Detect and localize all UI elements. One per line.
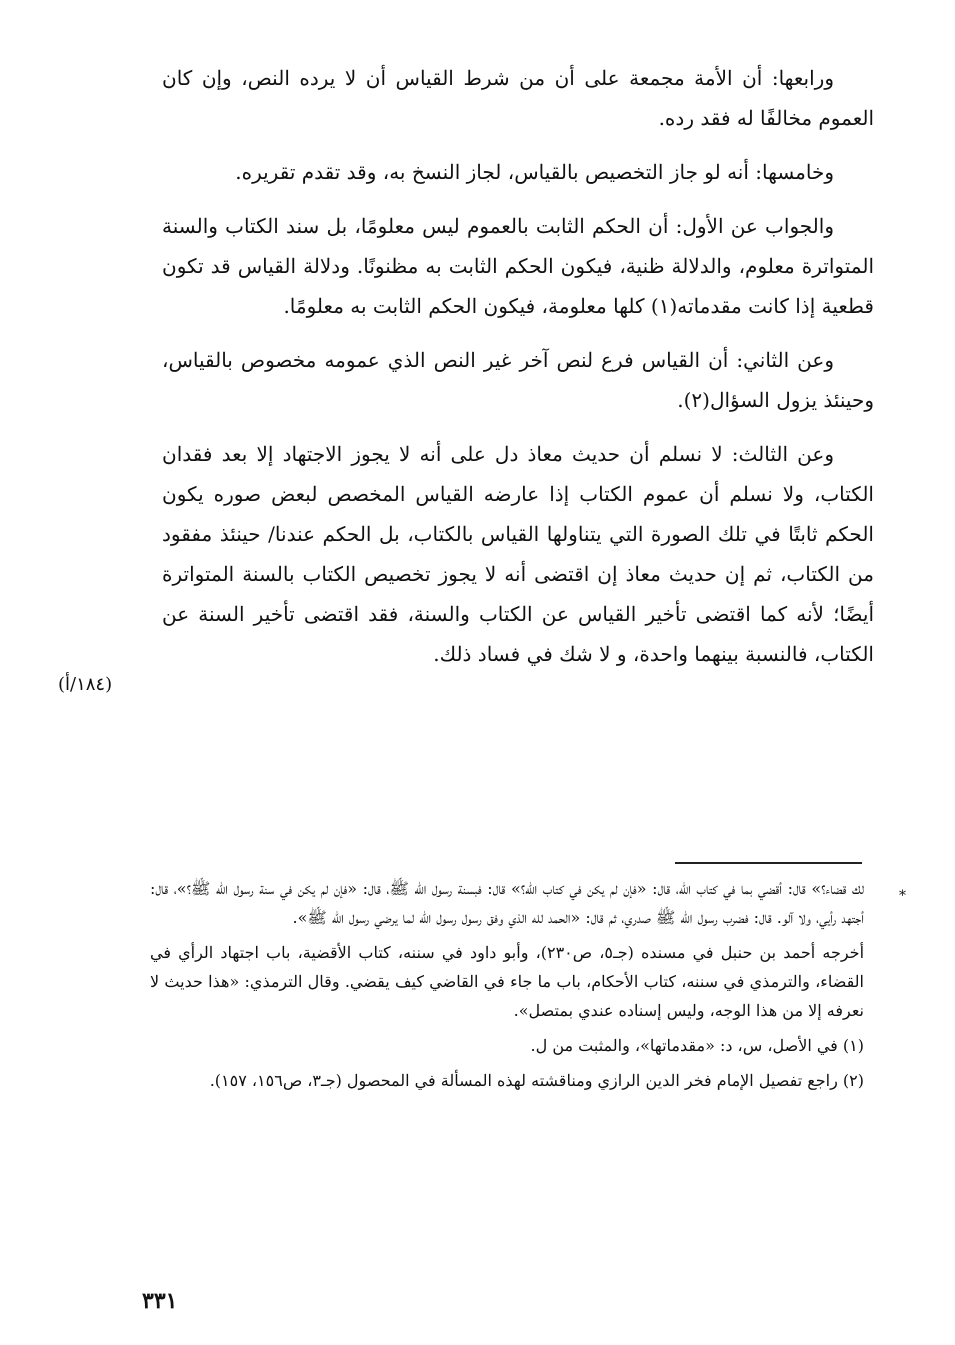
manuscript-folio-note: (١٨٤/أ) <box>58 674 113 695</box>
paragraph-answer-first: والجواب عن الأول: أن الحكم الثابت بالعموم ليس معلومًا، بل سند الكتاب والسنة المتواترة معلوم، والدلالة ظنية، فيكون الحكم الثابت به مظنونًا. ودلالة القياس قد تكون قطعية إذا كانت مقدماته(١) كلها معلومة، فيكون الحكم الثابت به معلومًا. <box>162 214 874 318</box>
paragraph-answer-second: وعن الثاني: أن القياس فرع لنص آخر غير النص الذي عمومه مخصوص بالقياس، وحينئذ يزول السؤال(٢). <box>162 348 874 412</box>
paragraph-fourth-argument: ورابعها: أن الأمة مجمعة على أن من شرط القياس أن لا يرده النص، وإن كان العموم مخالفًا له فقد رده. <box>162 66 874 130</box>
footnotes <box>150 874 864 1101</box>
footnote-2: (٢) راجع تفصيل الإمام فخر الدين الرازي ومناقشته لهذه المسألة في المحصول (جـ٣، ص١٥٦، ١٥٧). <box>209 1071 864 1090</box>
footnote-continuation: لك قضاء؟» قال: أقضي بما في كتاب الله، قال: «فإن لم يكن في كتاب الله؟» قال: فبسنة رسول الله ﷺ، قال: «فإن لم يكن في سنة رسول الله ﷺ؟»، قال: أجتهد رأيي، ولا آلو. قال: فضرب رسول الله ﷺ صدري، ثم قال: «الحمد لله الذي وفق رسول رسول الله لما يرضي رسول الله ﷺ». <box>150 879 864 927</box>
page-number: ٣٣١ <box>142 1288 178 1314</box>
main-text <box>162 58 874 684</box>
paragraph-fifth-argument: وخامسها: أنه لو جاز التخصيص بالقياس، لجاز النسخ به، وقد تقدم تقريره. <box>235 160 834 184</box>
paragraph-answer-third: وعن الثالث: لا نسلم أن حديث معاذ دل على أنه لا يجوز الاجتهاد إلا بعد فقدان الكتاب، ولا نسلم أن عموم الكتاب إذا عارضه القياس المخصص لبعض صوره يكون الحكم ثابتًا في تلك الصورة التي يتناولها القياس بالكتاب، بل الحكم عندنا/ حينئذ مفقود من الكتاب، ثم إن حديث معاذ إن اقتضى أنه لا يجوز تخصيص الكتاب بالسنة المتواترة أيضًا؛ لأنه كما اقتضى تأخير القياس عن الكتاب والسنة، فقد اقتضى تأخير السنة عن الكتاب، فالنسبة بينهما واحدة، و لا شك في فساد ذلك. <box>162 442 874 666</box>
footnote-divider <box>675 862 862 864</box>
footnote-1: (١) في الأصل، س، د: «مقدماتها»، والمثبت من ل. <box>530 1036 864 1055</box>
footnote-hadith-source: أخرجه أحمد بن حنبل في مسنده (جـ٥، ص٢٣٠)، وأبو داود في سننه، كتاب الأقضية، باب اجتهاد الرأي في القضاء، والترمذي في سننه، كتاب الأحكام، باب ما جاء في القاضي كيف يقضي. وقال الترمذي: «هذا حديث لا نعرفه إلا من هذا الوجه، وليس إسناده عندي بمتصل». <box>150 943 865 1020</box>
footnote-star-mark: * <box>899 888 906 904</box>
